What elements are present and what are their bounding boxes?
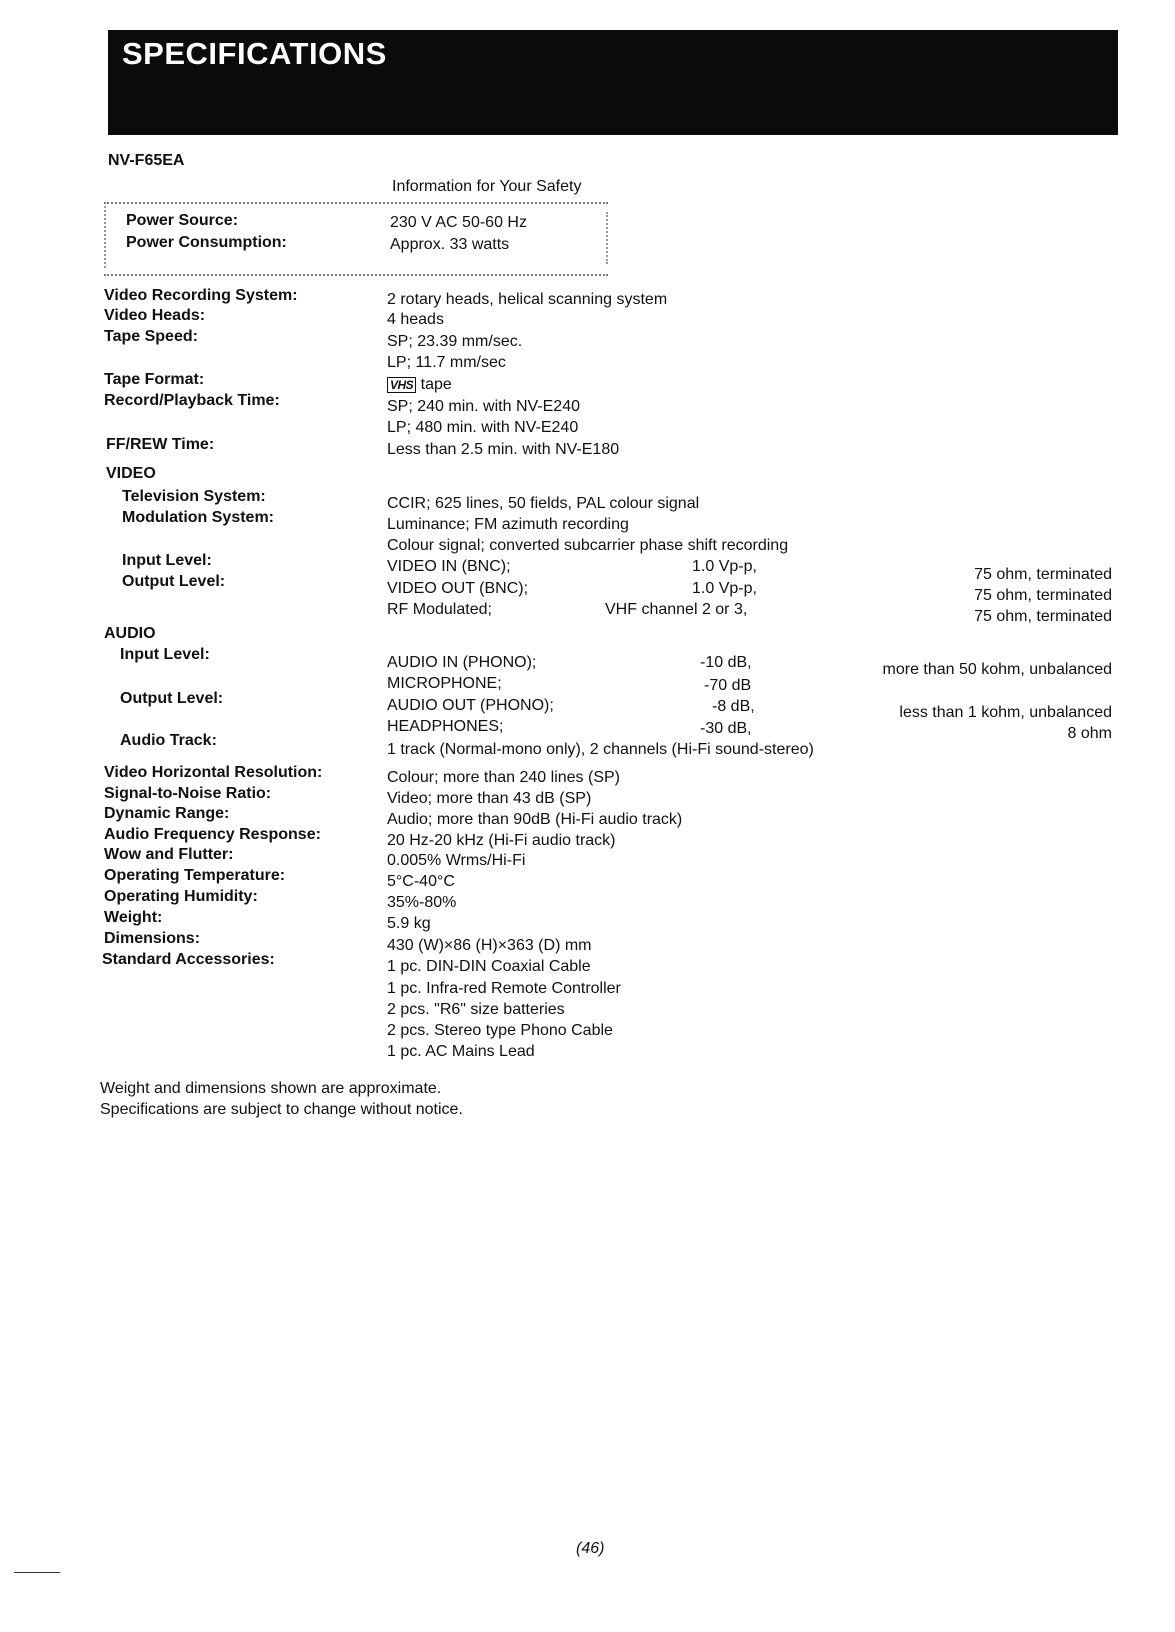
op-temp-label: Operating Temperature: (104, 867, 286, 884)
record-time-lp: LP; 480 min. with NV-E240 (387, 419, 579, 436)
video-out-level: 1.0 Vp-p, (692, 580, 757, 597)
audio-in-impedance: more than 50 kohm, unbalanced (882, 661, 1112, 678)
tape-speed-value-sp: SP; 23.39 mm/sec. (387, 333, 523, 350)
model-number: NV-F65EA (108, 152, 185, 169)
ff-rew-time-label: FF/REW Time: (106, 436, 215, 453)
power-consumption-value: Approx. 33 watts (390, 236, 510, 253)
power-source-label: Power Source: (126, 212, 239, 229)
microphone-name: MICROPHONE; (387, 675, 502, 692)
power-source-value: 230 V AC 50-60 Hz (390, 214, 527, 231)
frequency-response-label: Audio Frequency Response: (104, 826, 321, 843)
resolution-label: Video Horizontal Resolution: (104, 764, 323, 781)
headphones-name: HEADPHONES; (387, 718, 504, 735)
accessory-item: 2 pcs. Stereo type Phono Cable (387, 1022, 613, 1039)
video-in-level: 1.0 Vp-p, (692, 558, 757, 575)
power-consumption-label: Power Consumption: (126, 234, 287, 251)
corner-mark (14, 1572, 60, 1573)
op-humidity-value: 35%-80% (387, 894, 457, 911)
op-temp-value: 5°C-40°C (387, 873, 455, 890)
audio-heading: AUDIO (104, 625, 156, 642)
snr-value: Video; more than 43 dB (SP) (387, 790, 592, 807)
snr-label: Signal-to-Noise Ratio: (104, 785, 272, 802)
modulation-system-label: Modulation System: (122, 509, 275, 526)
resolution-value: Colour; more than 240 lines (SP) (387, 769, 620, 786)
video-output-level-label: Output Level: (122, 573, 226, 590)
record-playback-time-label: Record/Playback Time: (104, 392, 280, 409)
headphones-impedance: 8 ohm (1067, 725, 1112, 742)
modulation-luminance: Luminance; FM azimuth recording (387, 516, 629, 533)
microphone-level: -70 dB (704, 677, 752, 694)
modulation-colour: Colour signal; converted subcarrier phase shift recording (387, 537, 789, 554)
wow-flutter-value: 0.005% Wrms/Hi-Fi (387, 852, 526, 869)
header-bar (108, 30, 1118, 135)
video-recording-system-value: 2 rotary heads, helical scanning system (387, 291, 668, 308)
video-input-level-label: Input Level: (122, 552, 212, 569)
video-heads-label: Video Heads: (104, 307, 206, 324)
video-recording-system-label: Video Recording System: (104, 287, 298, 304)
page-title: SPECIFICATIONS (122, 36, 387, 71)
television-system-label: Television System: (122, 488, 266, 505)
audio-track-label: Audio Track: (120, 732, 217, 749)
ff-rew-time-value: Less than 2.5 min. with NV-E180 (387, 441, 620, 458)
audio-in-level: -10 dB, (700, 654, 752, 671)
accessory-item: 1 pc. Infra-red Remote Controller (387, 980, 621, 997)
dynamic-range-label: Dynamic Range: (104, 805, 230, 822)
dynamic-range-value: Audio; more than 90dB (Hi-Fi audio track) (387, 811, 683, 828)
footer-note-approximate: Weight and dimensions shown are approximate. (100, 1080, 442, 1097)
audio-track-value: 1 track (Normal-mono only), 2 channels (Hi-Fi sound-stereo) (387, 741, 814, 758)
frequency-response-value: 20 Hz-20 kHz (Hi-Fi audio track) (387, 832, 616, 849)
tape-format-label: Tape Format: (104, 371, 205, 388)
wow-flutter-label: Wow and Flutter: (104, 846, 234, 863)
audio-in-name: AUDIO IN (PHONO); (387, 654, 537, 671)
tape-format-text: tape (420, 376, 452, 393)
dimensions-label: Dimensions: (104, 930, 201, 947)
record-time-sp: SP; 240 min. with NV-E240 (387, 398, 580, 415)
tape-speed-value-lp: LP; 11.7 mm/sec (387, 354, 506, 371)
weight-value: 5.9 kg (387, 915, 431, 932)
rf-modulated-name: RF Modulated; (387, 601, 492, 618)
tape-speed-label: Tape Speed: (104, 328, 198, 345)
accessories-label: Standard Accessories: (102, 951, 275, 968)
video-out-name: VIDEO OUT (BNC); (387, 580, 529, 597)
op-humidity-label: Operating Humidity: (104, 888, 258, 905)
audio-out-name: AUDIO OUT (PHONO); (387, 697, 554, 714)
vhs-logo-icon: VHS (387, 377, 416, 393)
headphones-level: -30 dB, (700, 720, 752, 737)
video-heading: VIDEO (106, 465, 156, 482)
weight-label: Weight: (104, 909, 163, 926)
tape-format-value (387, 376, 452, 394)
audio-out-impedance: less than 1 kohm, unbalanced (899, 704, 1112, 721)
video-in-impedance: 75 ohm, terminated (974, 566, 1112, 583)
rf-modulated-impedance: 75 ohm, terminated (974, 608, 1112, 625)
video-in-name: VIDEO IN (BNC); (387, 558, 511, 575)
accessory-item: 1 pc. AC Mains Lead (387, 1043, 535, 1060)
safety-box-right-edge (606, 212, 608, 264)
audio-out-level: -8 dB, (712, 698, 755, 715)
safety-title: Information for Your Safety (392, 178, 582, 195)
rf-modulated-level: VHF channel 2 or 3, (605, 601, 748, 618)
audio-input-level-label: Input Level: (120, 646, 210, 663)
dimensions-value: 430 (W)×86 (H)×363 (D) mm (387, 937, 592, 954)
footer-note-change: Specifications are subject to change without notice. (100, 1101, 463, 1118)
video-out-impedance: 75 ohm, terminated (974, 587, 1112, 604)
page-number: (46) (576, 1540, 605, 1557)
safety-box-left-edge (104, 206, 106, 268)
television-system-value: CCIR; 625 lines, 50 fields, PAL colour signal (387, 495, 700, 512)
accessory-item: 1 pc. DIN-DIN Coaxial Cable (387, 958, 591, 975)
accessory-item: 2 pcs. "R6" size batteries (387, 1001, 565, 1018)
audio-output-level-label: Output Level: (120, 690, 224, 707)
video-heads-value: 4 heads (387, 311, 444, 328)
